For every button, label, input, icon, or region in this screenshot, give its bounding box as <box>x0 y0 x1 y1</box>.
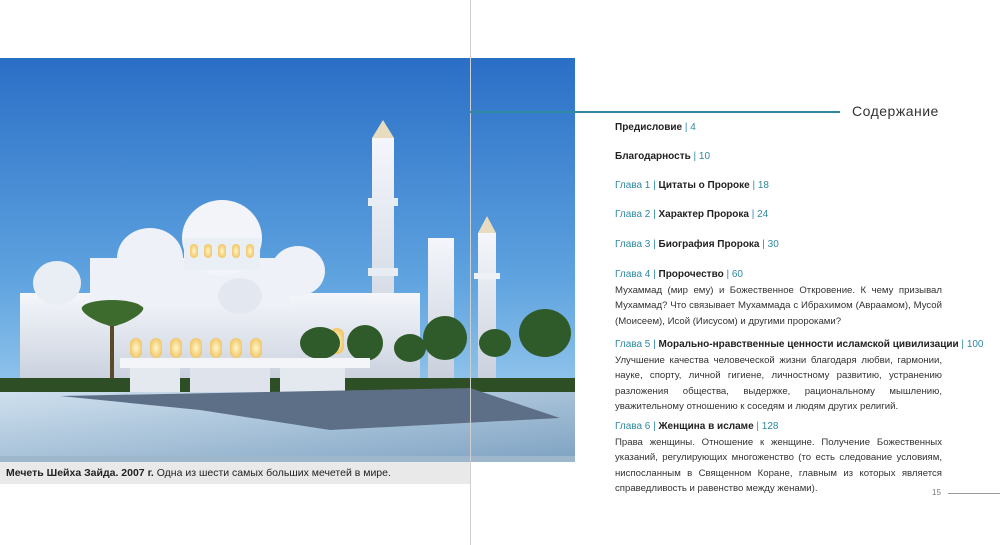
photo-caption <box>6 466 466 480</box>
contents-title: Содержание <box>852 103 939 119</box>
toc-separator: | <box>650 269 659 280</box>
toc-entry-page: 4 <box>690 122 696 133</box>
toc-entry-description: Права женщины. Отношение к женщине. Получение Божественных указаний, регулирующих многоженство (то есть следование условиям, ниспосланным в Священном Коране, главным из которых является справедливость и равенство между женами). <box>615 437 942 495</box>
toc-separator: | <box>958 339 967 350</box>
toc-entry-line <box>615 208 942 222</box>
toc-separator: | <box>650 239 659 250</box>
toc-entry-line <box>615 420 942 434</box>
toc-entry-chapter-5[interactable] <box>615 338 984 415</box>
toc-entry-line <box>615 150 942 164</box>
toc-entry-chapter-4[interactable] <box>615 268 942 329</box>
toc-separator: | <box>650 180 659 191</box>
toc-chapter-label: Глава 6 <box>615 421 651 432</box>
toc-entry-title: Благодарность <box>615 151 691 162</box>
toc-entry-title: Пророчество <box>658 269 724 280</box>
toc-separator: | <box>748 209 758 220</box>
toc-chapter-label: Глава 2 <box>615 209 651 220</box>
toc-entry-title: Морально-нравственные ценности исламской цивилизации <box>658 339 959 350</box>
toc-chapter-label: Глава 3 <box>615 239 651 250</box>
toc-entry-page: 60 <box>731 269 743 280</box>
toc-entry-chapter-6[interactable] <box>615 420 942 497</box>
toc-entry-acknowledgements[interactable] <box>615 150 942 164</box>
toc-entry-title: Биография Пророка <box>658 239 760 250</box>
toc-entry-description: Мухаммад (мир ему) и Божественное Откровение. К чему призывал Мухаммад? Что связывает Мухаммада с Ибрахимом (Авраамом), Мусой (Моисеем), Исой (Иисусом) и другими пророками? <box>615 285 942 327</box>
toc-entry-preface[interactable] <box>615 121 942 135</box>
contents-header-rule <box>470 111 840 113</box>
toc-entry-title: Характер Пророка <box>658 209 749 220</box>
toc-separator: | <box>650 339 659 350</box>
toc-entry-page: 30 <box>767 239 779 250</box>
toc-separator: | <box>690 151 699 162</box>
toc-entry-page: 10 <box>698 151 711 162</box>
page-number-rule <box>948 493 1000 494</box>
toc-entry-line <box>615 121 942 135</box>
toc-entry-title: Предисловие <box>615 122 683 133</box>
toc-entry-chapter-3[interactable] <box>615 238 942 252</box>
toc-entry-page: 128 <box>761 421 779 432</box>
toc-entry-page: 24 <box>757 209 769 220</box>
toc-separator: | <box>759 239 768 250</box>
toc-chapter-label: Глава 1 <box>615 180 651 191</box>
toc-entry-chapter-1[interactable] <box>615 179 942 193</box>
caption-text: Одна из шести самых больших мечетей в мире. <box>153 467 391 479</box>
toc-entry-line <box>615 268 942 282</box>
toc-separator: | <box>650 209 659 220</box>
caption-title: Мечеть Шейха Зайда. 2007 г. <box>6 467 154 479</box>
toc-separator: | <box>753 421 762 432</box>
toc-entry-line <box>615 238 942 252</box>
toc-separator: | <box>723 269 732 280</box>
toc-chapter-label: Глава 4 <box>615 269 651 280</box>
toc-separator: | <box>749 180 758 191</box>
toc-entry-page: 100 <box>966 339 984 350</box>
page-gutter <box>470 0 471 545</box>
toc-chapter-label: Глава 5 <box>615 339 651 350</box>
toc-entry-page: 18 <box>757 180 769 191</box>
toc-entry-line <box>615 179 942 193</box>
toc-separator: | <box>682 122 691 133</box>
toc-entry-title: Цитаты о Пророке <box>658 180 750 191</box>
toc-entry-description: Улучшение качества человеческой жизни благодаря любви, гармонии, науке, спорту, личной гигиене, личностному развитию, устранению разложения общества, выдержке, рациональному мышлению, уважительному отношению к соседям и людям других религий. <box>615 355 942 413</box>
toc-entry-line <box>615 338 984 352</box>
page-number: 15 <box>932 488 941 497</box>
toc-separator: | <box>650 421 659 432</box>
toc-entry-title: Женщина в исламе <box>658 421 754 432</box>
toc-entry-chapter-2[interactable] <box>615 208 942 222</box>
mosque-photo <box>0 58 575 462</box>
